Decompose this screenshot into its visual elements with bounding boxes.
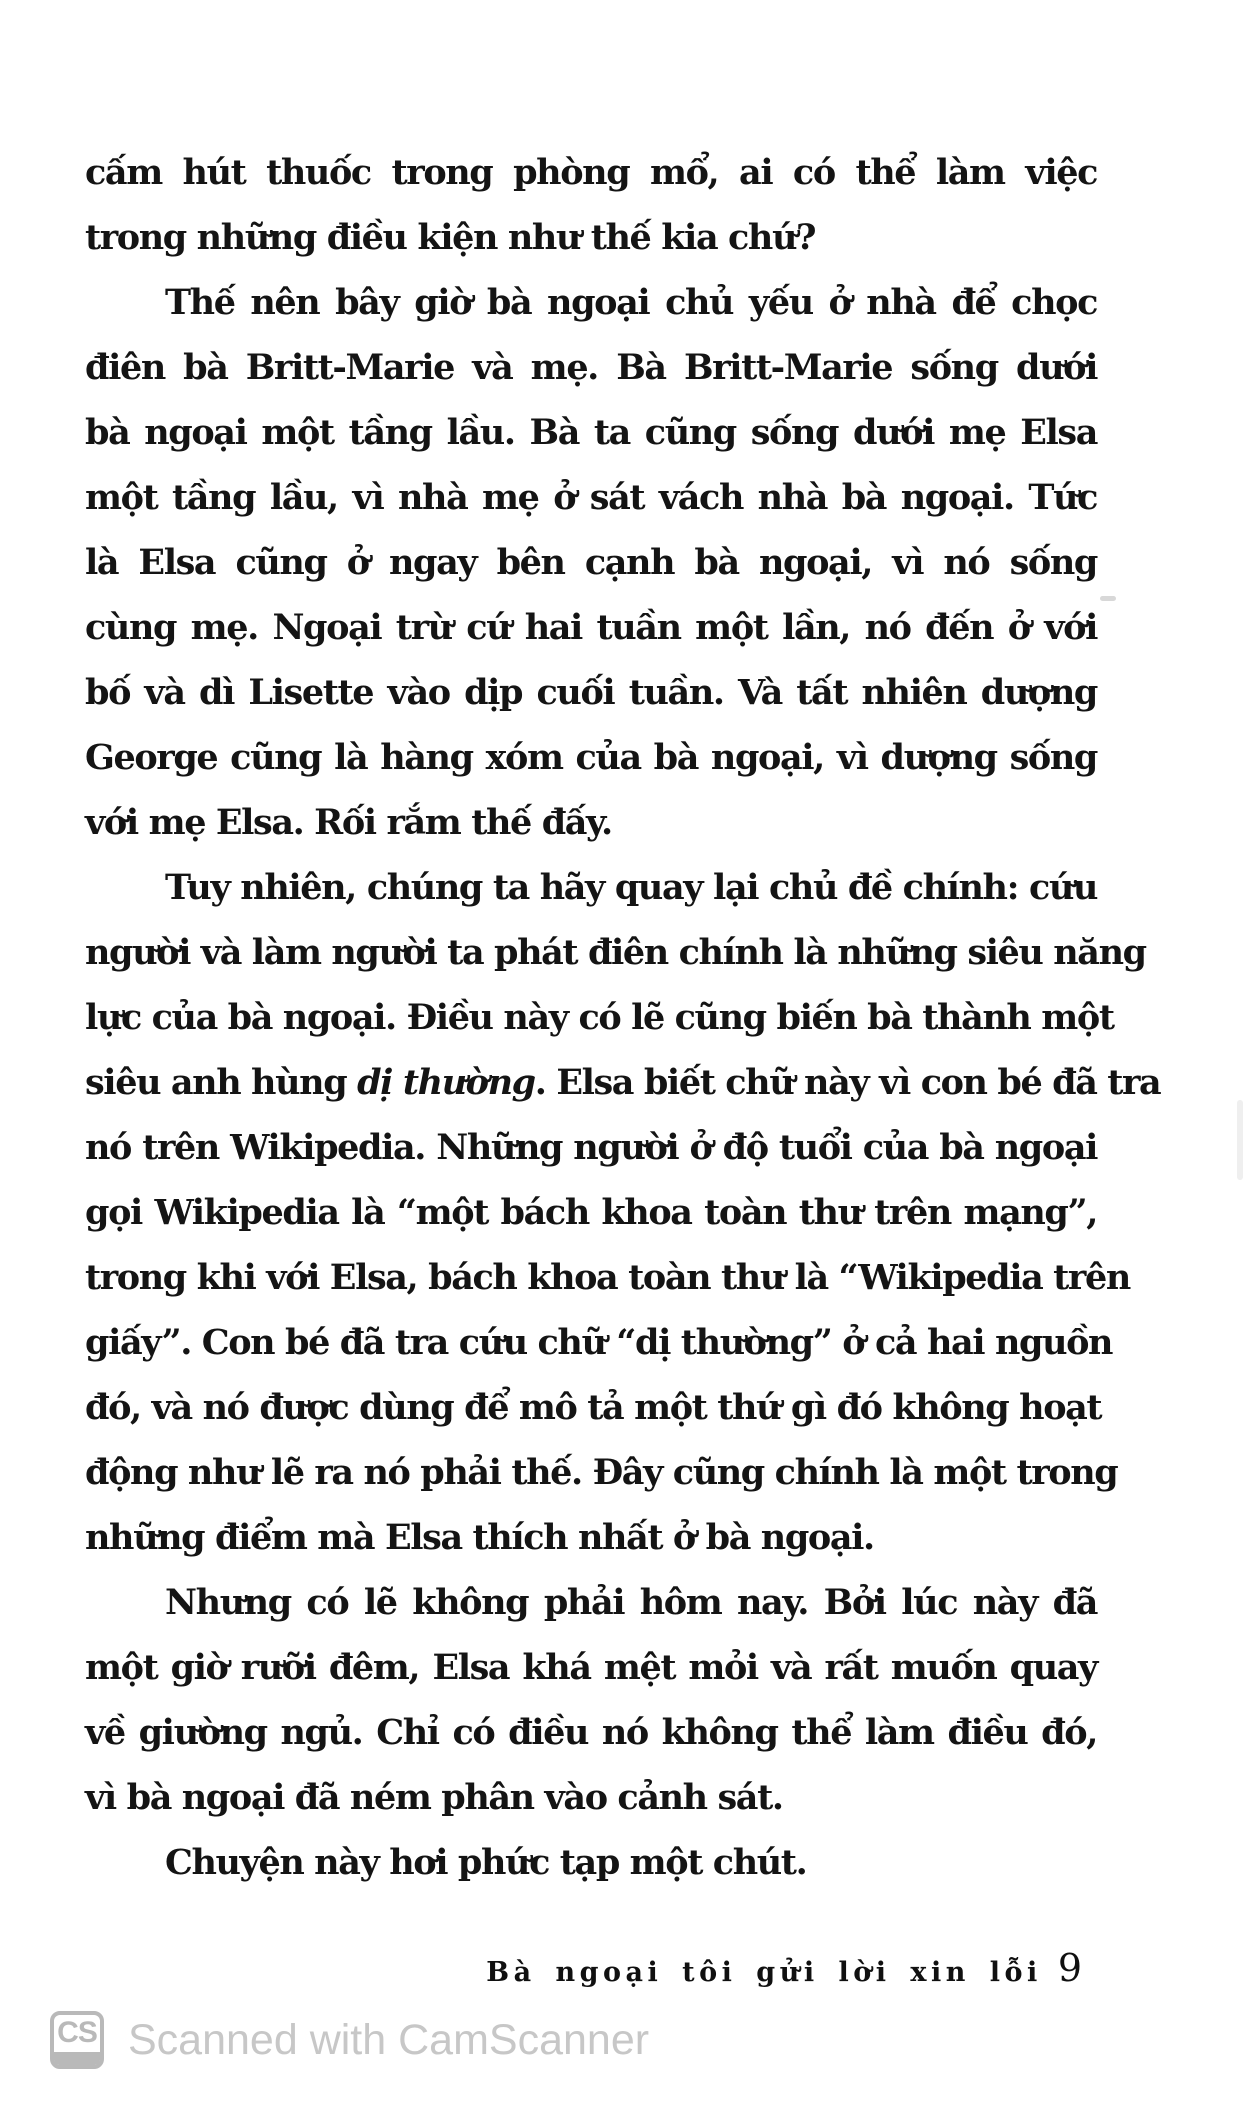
text-line [85, 1050, 1161, 1115]
text-line [85, 1505, 1097, 1570]
camscanner-icon-label: CS [57, 2016, 97, 2049]
text-segment: Tuy nhiên, chúng ta hãy quay lại chủ đề chính: cứu [165, 867, 1097, 908]
text-segment: trong khi với Elsa, bách khoa toàn thư là “Wikipedia trên [85, 1257, 1130, 1298]
text-segment: Chuyện này hơi phức tạp một chút. [165, 1842, 807, 1883]
text-line [85, 1570, 1097, 1635]
camscanner-label: Scanned with CamScanner [128, 2015, 650, 2064]
text-line [85, 270, 1097, 335]
scan-artifact-dash [1100, 596, 1116, 601]
text-segment: điên bà Britt-Marie và mẹ. Bà Britt-Marie sống dưới [85, 347, 1097, 388]
text-line [85, 140, 1097, 205]
text-line [85, 985, 1114, 1050]
text-segment: vì bà ngoại đã ném phân vào cảnh sát. [85, 1777, 783, 1818]
text-segment: động như lẽ ra nó phải thế. Đây cũng chính là một trong [85, 1452, 1118, 1493]
text-line [85, 1635, 1097, 1700]
text-line [85, 1115, 1097, 1180]
text-segment: những điểm mà Elsa thích nhất ở bà ngoại. [85, 1517, 874, 1558]
camscanner-icon-base [54, 2052, 100, 2065]
page-number: 9 [1057, 1946, 1082, 1990]
text-segment: một giờ rưỡi đêm, Elsa khá mệt mỏi và rất muốn quay [85, 1647, 1097, 1688]
text-segment: cùng mẹ. Ngoại trừ cứ hai tuần một lần, nó đến ở với [85, 607, 1097, 648]
text-segment: George cũng là hàng xóm của bà ngoại, vì dượng sống [85, 737, 1097, 778]
text-line [85, 465, 1097, 530]
text-segment: người và làm người ta phát điên chính là những siêu năng [85, 932, 1146, 973]
text-segment: giấy”. Con bé đã tra cứu chữ “dị thường” ở cả hai nguồn [85, 1322, 1113, 1363]
text-line [85, 1830, 1097, 1895]
text-line [85, 1765, 1097, 1830]
text-segment: bố và dì Lisette vào dịp cuối tuần. Và tất nhiên dượng [85, 672, 1097, 713]
text-segment: trong những điều kiện như thế kia chứ? [85, 217, 816, 258]
scan-artifact-smudge [1237, 1100, 1243, 1180]
text-segment: với mẹ Elsa. Rối rắm thế đấy. [85, 802, 612, 843]
text-segment: cấm hút thuốc trong phòng mổ, ai có thể làm việc [85, 152, 1097, 193]
text-line [85, 335, 1097, 400]
text-line [85, 1375, 1102, 1440]
running-title: Bà ngoại tôi gửi lời xin lỗi [486, 1957, 1042, 1988]
text-line [85, 1440, 1118, 1505]
text-segment: Thế nên bây giờ bà ngoại chủ yếu ở nhà để chọc [165, 282, 1097, 323]
italic-phrase: dị thường [357, 1062, 535, 1103]
text-line [85, 920, 1146, 985]
text-segment: nó trên Wikipedia. Những người ở độ tuổi của bà ngoại [85, 1127, 1097, 1168]
text-line [85, 400, 1097, 465]
text-segment: lực của bà ngoại. Điều này có lẽ cũng biến bà thành một [85, 997, 1114, 1038]
page-footer [486, 1946, 1082, 1990]
camscanner-icon [50, 2011, 104, 2069]
text-line [85, 1310, 1113, 1375]
text-segment: đó, và nó được dùng để mô tả một thứ gì đó không hoạt [85, 1387, 1102, 1428]
text-segment: siêu anh hùng [85, 1062, 358, 1103]
text-line [85, 855, 1097, 920]
text-segment: về giường ngủ. Chỉ có điều nó không thể làm điều đó, [85, 1712, 1097, 1753]
text-line [85, 660, 1097, 725]
text-segment: . Elsa biết chữ này vì con bé đã tra [534, 1062, 1161, 1103]
text-segment: gọi Wikipedia là “một bách khoa toàn thư trên mạng”, [85, 1192, 1097, 1233]
text-segment: một tầng lầu, vì nhà mẹ ở sát vách nhà bà ngoại. Tức [85, 477, 1097, 518]
text-segment: Nhưng có lẽ không phải hôm nay. Bởi lúc này đã [165, 1582, 1097, 1623]
text-line [85, 530, 1097, 595]
body-text [85, 140, 1161, 1895]
text-segment: bà ngoại một tầng lầu. Bà ta cũng sống dưới mẹ Elsa [85, 412, 1097, 453]
text-line [85, 595, 1097, 660]
text-segment: là Elsa cũng ở ngay bên cạnh bà ngoại, vì nó sống [85, 542, 1097, 583]
text-line [85, 725, 1097, 790]
camscanner-banner [50, 2011, 649, 2069]
text-line [85, 1700, 1097, 1765]
text-line [85, 1245, 1130, 1310]
text-line [85, 790, 1097, 855]
text-line [85, 1180, 1097, 1245]
text-line [85, 205, 1097, 270]
